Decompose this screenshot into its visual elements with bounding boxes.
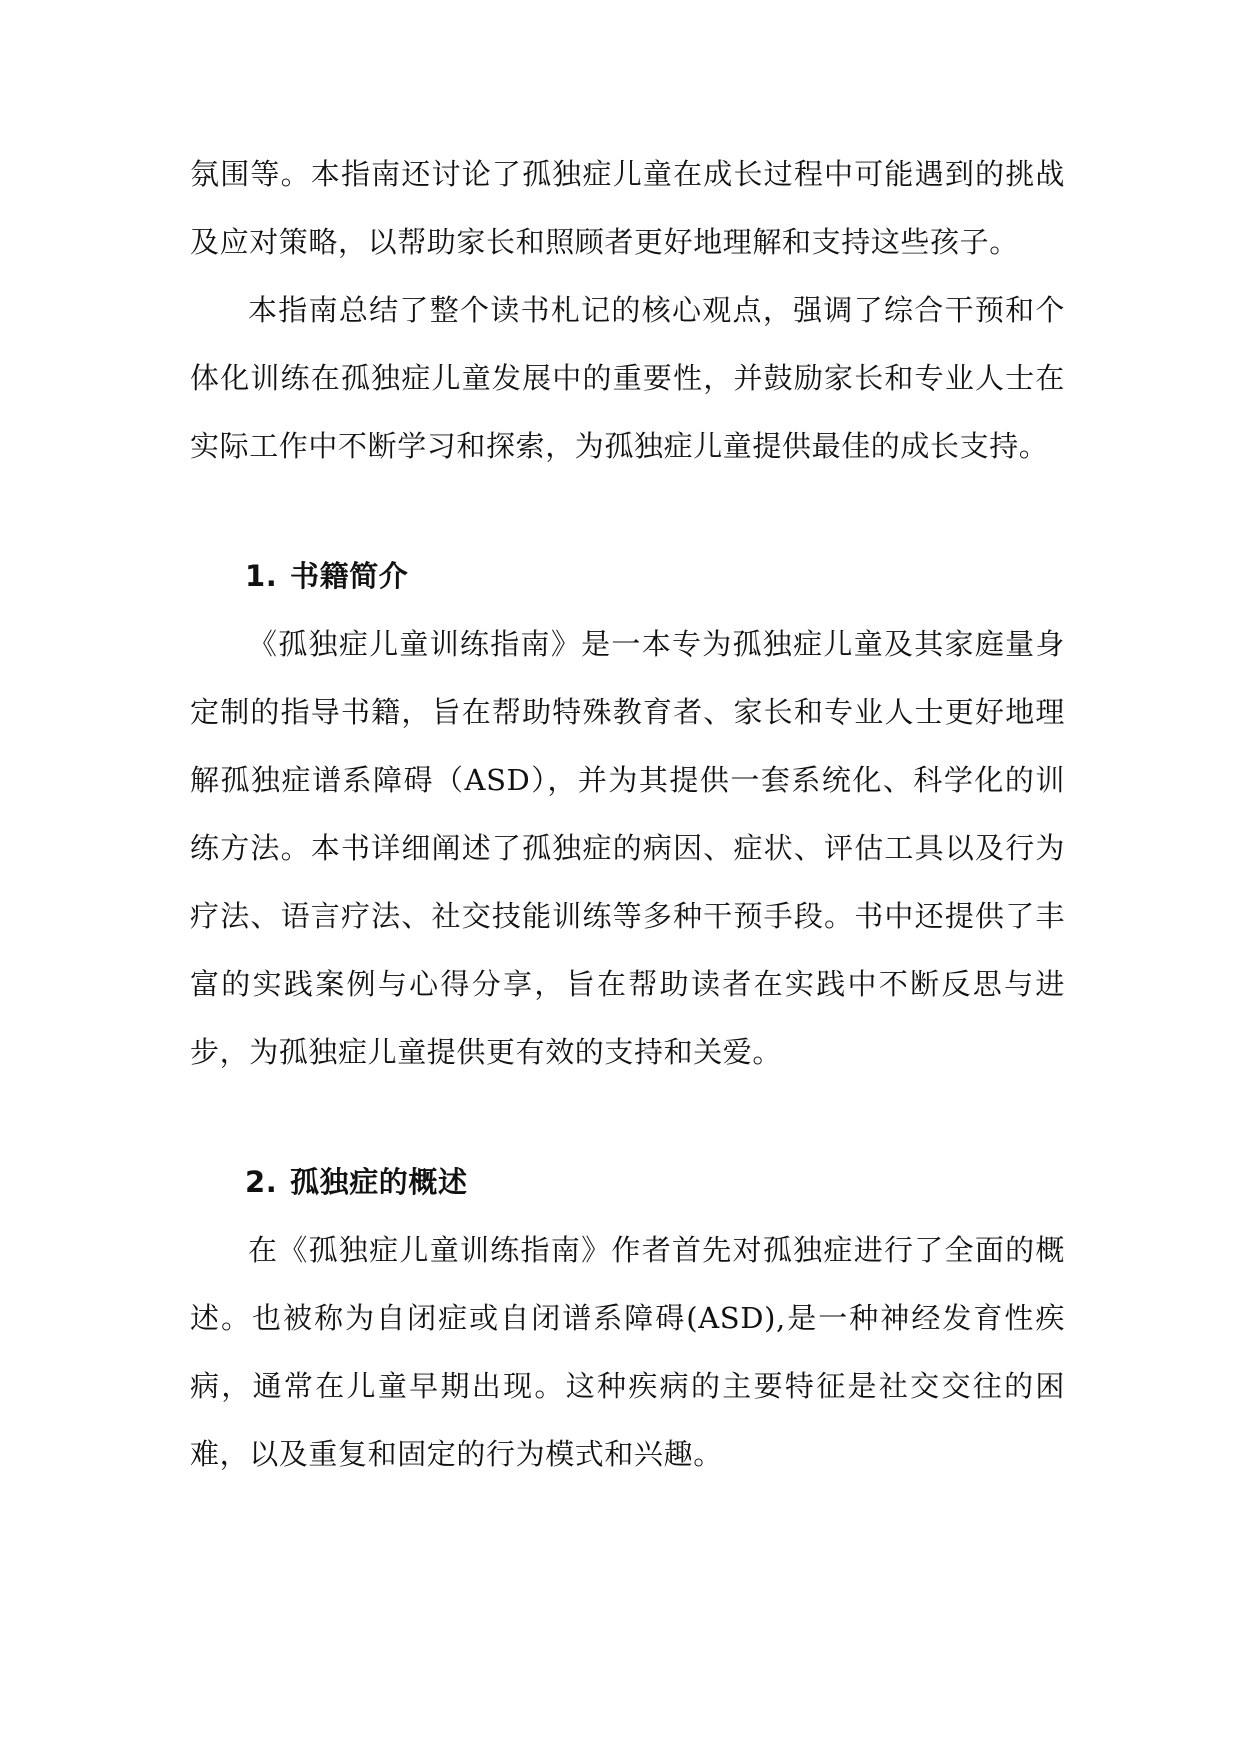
section-heading-autism-overview [190, 1148, 1065, 1216]
autism-overview-paragraph: 在《孤独症儿童训练指南》作者首先对孤独症进行了全面的概述。也被称为自闭症或自闭谱系障碍(ASD),是一种神经发育性疾病，通常在儿童早期出现。这种疾病的主要特征是社交交往的困难，以及重复和固定的行为模式和兴趣。 [190, 1233, 1065, 1471]
page-content [190, 140, 1065, 1488]
section-number: 2. [245, 1165, 278, 1199]
book-intro-paragraph: 《孤独症儿童训练指南》是一本专为孤独症儿童及其家庭量身定制的指导书籍，旨在帮助特殊教育者、家长和专业人士更好地理解孤独症谱系障碍（ASD），并为其提供一套系统化、科学化的训练方法。本书详细阐述了孤独症的病因、症状、评估工具以及行为疗法、语言疗法、社交技能训练等多种干预手段。书中还提供了丰富的实践案例与心得分享，旨在帮助读者在实践中不断反思与进步，为孤独症儿童提供更有效的支持和关爱。 [190, 627, 1065, 1069]
intro-paragraph-summary: 本指南总结了整个读书札记的核心观点，强调了综合干预和个体化训练在孤独症儿童发展中的重要性，并鼓励家长和专业人士在实际工作中不断学习和探索，为孤独症儿童提供最佳的成长支持。 [190, 293, 1065, 463]
section-spacer [190, 480, 1065, 542]
section-heading-book-intro [190, 542, 1065, 610]
section-spacer [190, 1086, 1065, 1148]
intro-paragraph-continuation: 氛围等。本指南还讨论了孤独症儿童在成长过程中可能遇到的挑战及应对策略，以帮助家长和照顾者更好地理解和支持这些孩子。 [190, 157, 1065, 259]
section-number: 1. [245, 559, 278, 593]
section-title: 书籍简介 [290, 559, 409, 593]
section-title: 孤独症的概述 [290, 1165, 468, 1199]
